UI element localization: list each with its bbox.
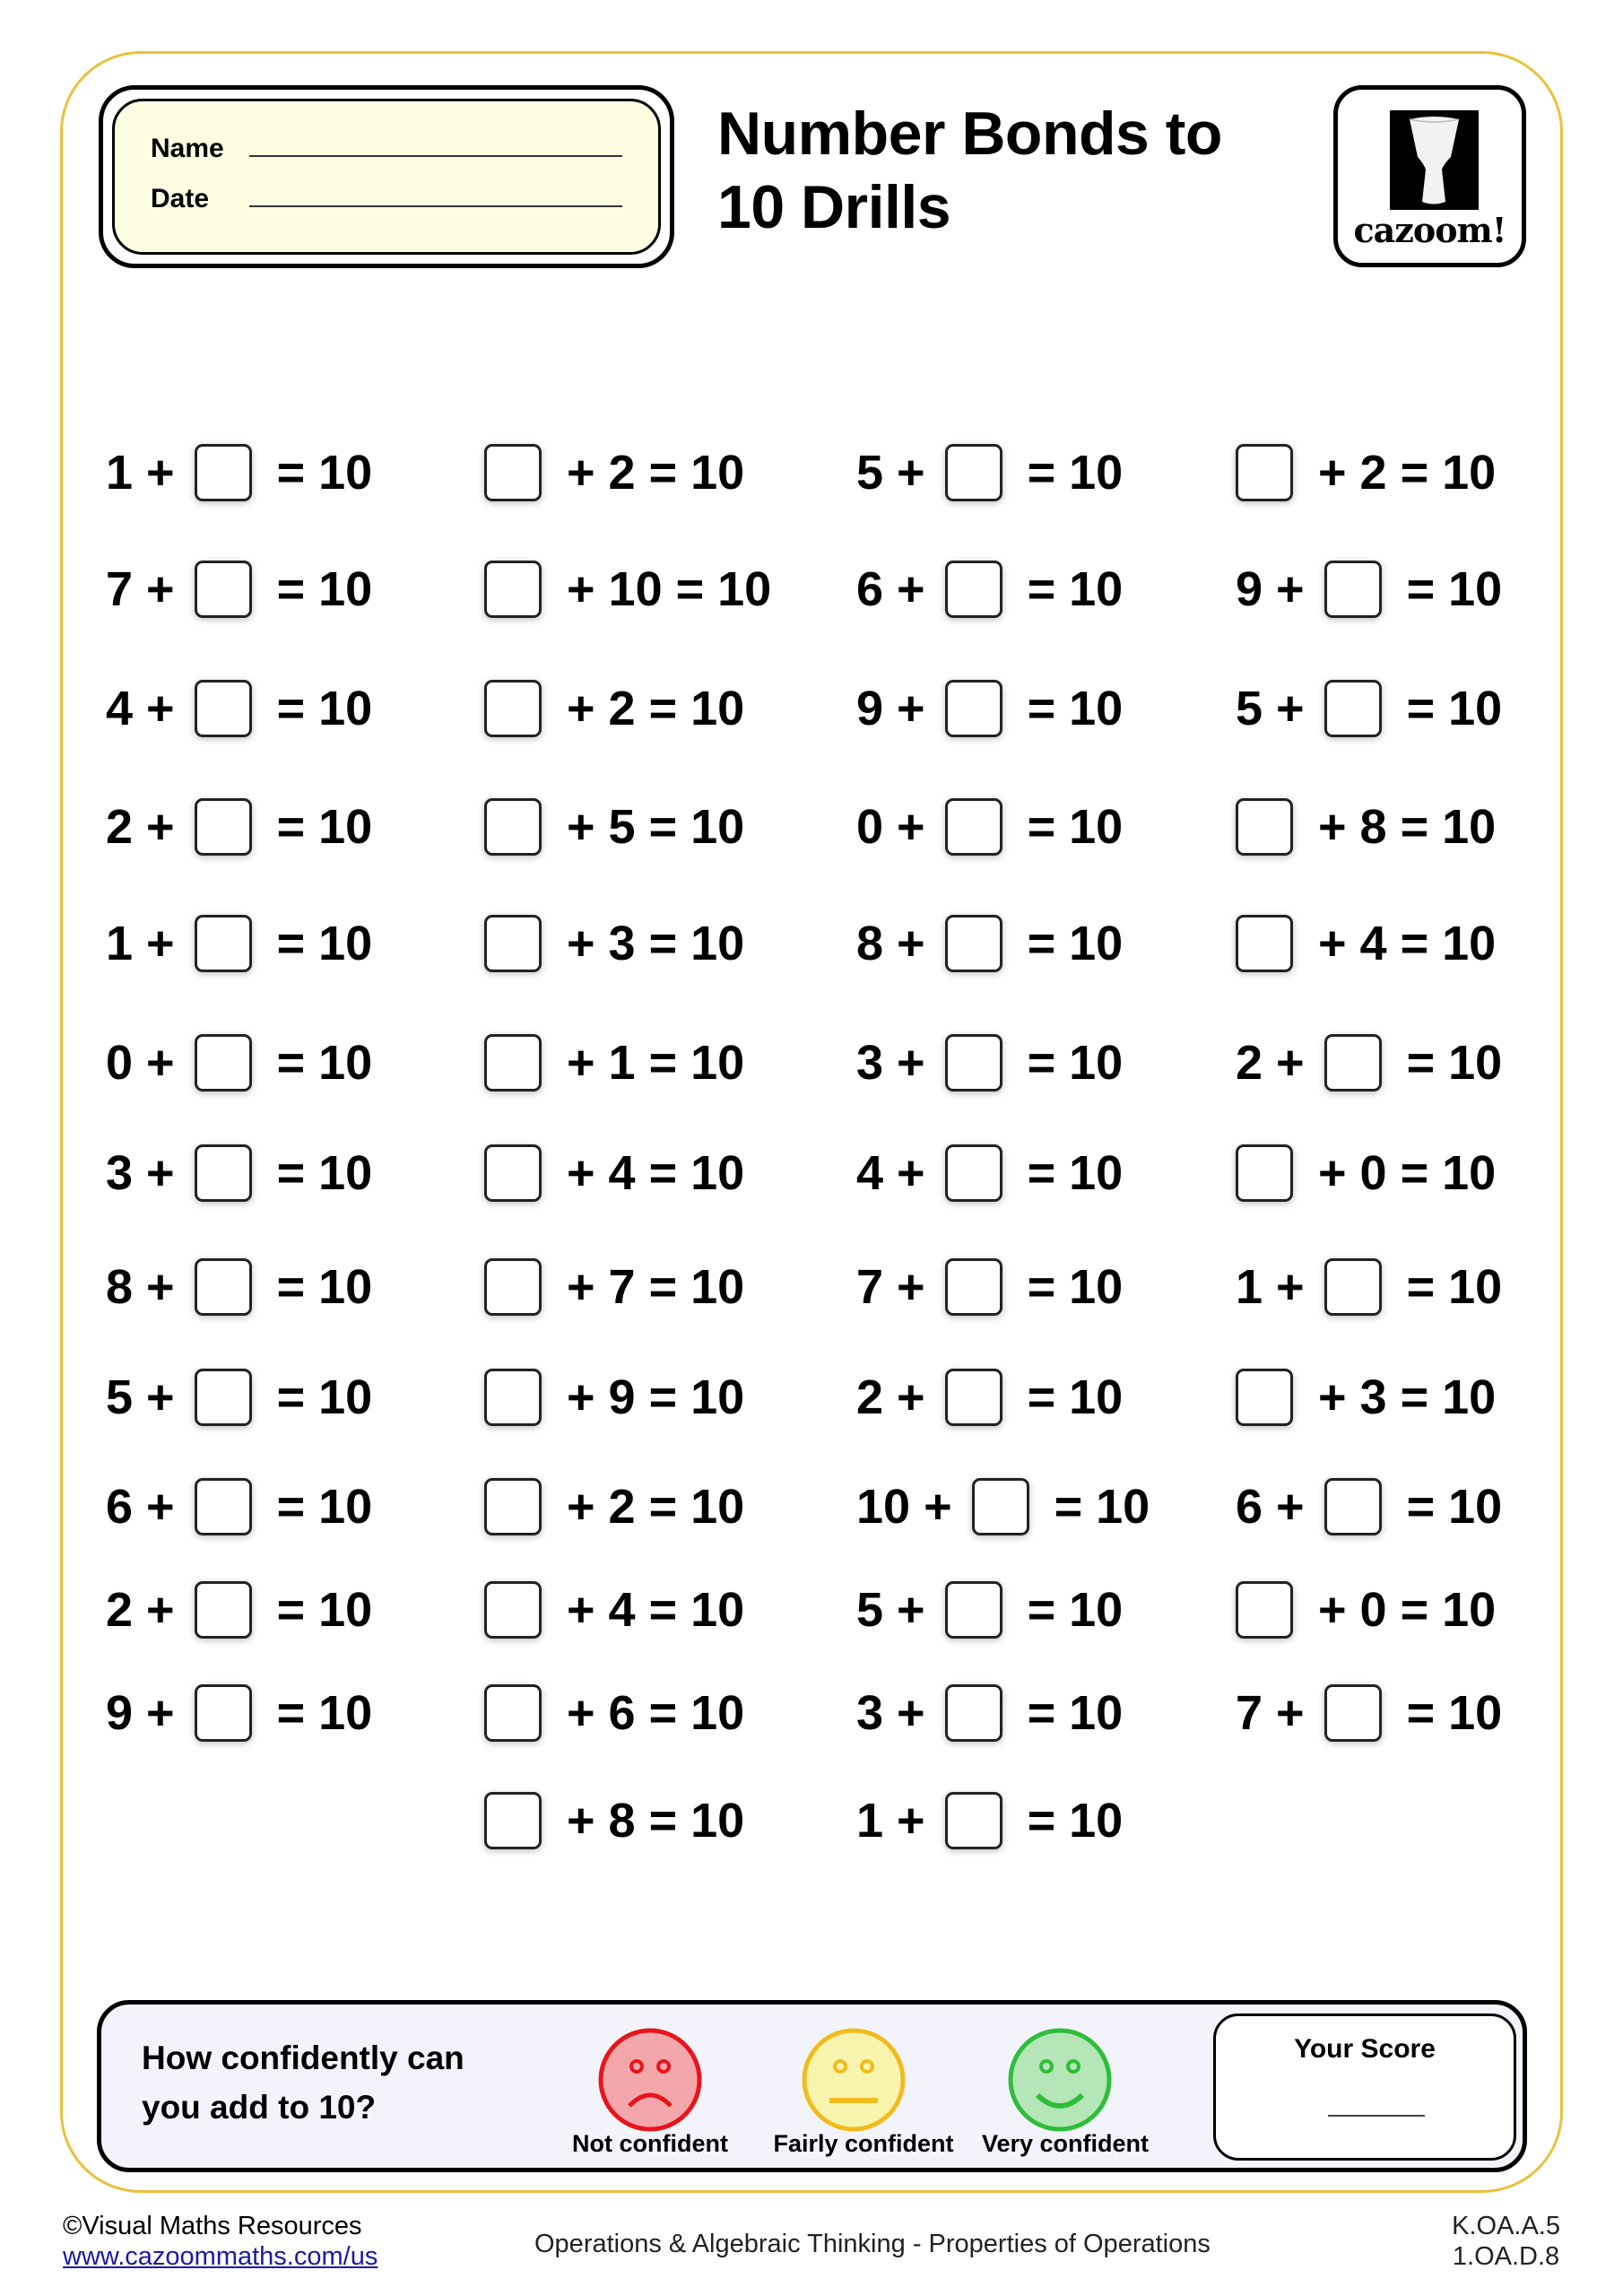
equation-result: + 8 = 10 [1318,800,1497,854]
equation-addend: 2 + [856,1370,925,1424]
answer-box[interactable] [484,680,542,737]
equation-addend: 1 + [106,917,175,970]
equation-row [484,558,771,621]
equation-row [106,796,372,858]
equation-row [484,1031,744,1094]
name-date-box [99,85,674,268]
equation-row [484,1366,744,1429]
equation-row [484,1789,744,1852]
very-confident-label: Very confident [981,2130,1150,2157]
answer-box[interactable] [484,561,542,618]
answer-box[interactable] [484,444,542,501]
answer-box[interactable] [945,1144,1002,1202]
name-label: Name [151,134,224,163]
equation-row [1236,1366,1496,1429]
equation-result: = 10 [1027,1686,1124,1740]
equation-addend: 5 + [856,1583,925,1637]
equation-result: = 10 [276,1036,373,1090]
equation-addend: 1 + [856,1794,925,1848]
equation-result: = 10 [1406,562,1503,616]
sad-face-icon[interactable] [597,2027,703,2133]
happy-face-icon[interactable] [1007,2027,1113,2133]
name-date-box-inner [112,99,661,255]
equation-row [484,677,744,740]
equation-result: + 2 = 10 [567,682,745,735]
equation-row [106,558,372,621]
equation-row [1236,1578,1496,1641]
answer-box[interactable] [1236,915,1293,972]
fairly-confident-label: Fairly confident [773,2130,954,2157]
answer-box[interactable] [1324,1478,1382,1535]
equation-row [856,1366,1123,1429]
answer-box[interactable] [945,1792,1002,1849]
equation-row [106,1031,372,1094]
page-title [717,97,1222,244]
equation-result: = 10 [276,1583,373,1637]
equation-result: = 10 [276,446,373,500]
equation-addend: 6 + [106,1480,175,1534]
answer-box[interactable] [945,1684,1002,1742]
equation-result: = 10 [1027,446,1124,500]
equation-row [1236,1031,1502,1094]
equation-addend: 9 + [856,682,925,735]
equation-row [106,1578,372,1641]
equation-result: + 6 = 10 [567,1686,745,1740]
equation-row [106,1682,372,1744]
equation-row [856,1256,1123,1318]
equation-addend: 1 + [106,446,175,500]
equation-row [484,1578,744,1641]
equation-row [484,1475,744,1538]
equation-result: + 8 = 10 [567,1794,745,1848]
answer-box[interactable] [945,1581,1002,1639]
equation-result: = 10 [1027,562,1124,616]
equation-row [856,1682,1123,1744]
standard-2: 1.OA.D.8 [1452,2242,1560,2271]
equation-result: + 5 = 10 [567,800,745,854]
answer-box[interactable] [945,561,1002,618]
answer-box[interactable] [945,1369,1002,1426]
equation-result: + 10 = 10 [567,562,772,616]
equation-result: + 4 = 10 [567,1146,745,1200]
equation-row [1236,558,1502,621]
equation-addend: 5 + [106,1370,175,1424]
logo-text: cazoom! [1353,210,1506,250]
answer-box[interactable] [945,915,1002,972]
answer-box[interactable] [195,444,252,501]
equation-addend: 0 + [856,800,925,854]
answer-box[interactable] [945,680,1002,737]
equation-result: = 10 [276,1146,373,1200]
equation-addend: 2 + [106,800,175,854]
equation-row [856,1031,1123,1094]
answer-box[interactable] [484,1581,542,1639]
neutral-face-icon[interactable] [801,2027,907,2133]
equation-result: + 9 = 10 [567,1370,745,1424]
equation-result: + 1 = 10 [567,1036,745,1090]
standards-block [1452,2211,1560,2272]
equation-addend: 2 + [1236,1036,1305,1090]
answer-box[interactable] [195,1581,252,1639]
equation-row [106,1256,372,1318]
answer-box[interactable] [484,1258,542,1316]
name-field-row [151,128,622,164]
equation-addend: 0 + [106,1036,175,1090]
website-link[interactable]: www.cazoommaths.com/us [63,2242,378,2271]
equation-row [856,1142,1123,1205]
equation-row [1236,912,1496,975]
answer-box[interactable] [484,1478,542,1535]
equation-addend: 7 + [856,1260,925,1314]
page-frame [60,51,1563,2193]
equation-result: = 10 [1027,1370,1124,1424]
answer-box[interactable] [484,798,542,856]
equation-row [106,441,372,504]
answer-box[interactable] [195,1478,252,1535]
equation-result: + 3 = 10 [567,917,745,970]
question-line-2: you add to 10? [142,2089,377,2126]
equation-row [106,912,372,975]
equation-addend: 5 + [856,446,925,500]
equation-addend: 4 + [856,1146,925,1200]
equation-addend: 5 + [1236,682,1305,735]
equation-row [856,796,1123,858]
topic-text: Operations & Algebraic Thinking - Properties of Operations [534,2230,1211,2258]
answer-box[interactable] [195,561,252,618]
title-line-2: 10 Drills [717,173,951,241]
equation-row [1236,441,1496,504]
equation-row [484,441,744,504]
equation-addend: 3 + [856,1686,925,1740]
equation-result: = 10 [276,800,373,854]
equation-row [106,1142,372,1205]
equation-row [1236,1256,1502,1318]
answer-box[interactable] [972,1478,1029,1535]
cazoom-logo [1333,85,1526,267]
answer-box[interactable] [484,1034,542,1091]
equation-row [856,1789,1123,1852]
confidence-question [142,2033,464,2132]
equation-result: = 10 [276,1480,373,1534]
score-title: Your Score [1294,2034,1436,2064]
standard-1: K.OA.A.5 [1452,2212,1560,2240]
equation-row [484,796,744,858]
equation-addend: 9 + [1236,562,1305,616]
answer-box[interactable] [1236,1369,1293,1426]
score-box [1213,2013,1516,2161]
answer-box[interactable] [945,798,1002,856]
equation-result: = 10 [1027,917,1124,970]
equation-row [856,1475,1150,1538]
equation-row [1236,1682,1502,1744]
equation-row [484,1682,744,1744]
equation-result: + 2 = 10 [567,446,745,500]
date-field-row [151,178,622,214]
score-field[interactable] [1328,2115,1425,2117]
equation-result: = 10 [1027,682,1124,735]
equation-result: = 10 [276,917,373,970]
equation-row [484,1256,744,1318]
equation-result: = 10 [276,682,373,735]
equation-result: = 10 [276,1686,373,1740]
equation-result: + 4 = 10 [1318,917,1497,970]
equation-row [106,1475,372,1538]
equation-addend: 4 + [106,682,175,735]
answer-box[interactable] [195,1034,252,1091]
answer-box[interactable] [195,1258,252,1316]
answer-box[interactable] [484,1144,542,1202]
equation-row [1236,796,1496,858]
equation-result: + 2 = 10 [1318,446,1497,500]
equation-addend: 3 + [106,1146,175,1200]
equation-result: = 10 [1406,1036,1503,1090]
answer-box[interactable] [1324,1684,1382,1742]
answer-box[interactable] [1236,1581,1293,1639]
equation-row [484,912,744,975]
equation-result: + 0 = 10 [1318,1146,1497,1200]
equation-row [106,677,372,740]
equation-result: = 10 [1027,1583,1124,1637]
answer-box[interactable] [195,1684,252,1742]
equation-addend: 9 + [106,1686,175,1740]
equation-addend: 1 + [1236,1260,1305,1314]
equation-addend: 7 + [1236,1686,1305,1740]
equation-result: + 2 = 10 [567,1480,745,1534]
answer-box[interactable] [1324,561,1382,618]
equation-row [106,1366,372,1429]
equation-row [856,677,1123,740]
title-line-1: Number Bonds to [717,100,1222,168]
equation-addend: 6 + [1236,1480,1305,1534]
answer-box[interactable] [195,1144,252,1202]
equation-row [856,558,1123,621]
answer-box[interactable] [195,680,252,737]
equation-result: = 10 [1027,1260,1124,1314]
equation-result: = 10 [276,1260,373,1314]
equation-row [1236,1475,1502,1538]
djembe-drum-icon [1390,110,1479,210]
answer-box[interactable] [945,444,1002,501]
answer-box[interactable] [1324,1258,1382,1316]
equation-result: + 4 = 10 [567,1583,745,1637]
answer-box[interactable] [1236,1144,1293,1202]
confidence-panel [97,2000,1527,2172]
equation-addend: 8 + [856,917,925,970]
equation-result: = 10 [1406,682,1503,735]
answer-box[interactable] [195,798,252,856]
date-label: Date [151,184,210,213]
equation-addend: 2 + [106,1583,175,1637]
equation-result: = 10 [1027,800,1124,854]
equation-row [856,912,1123,975]
equation-result: = 10 [1027,1146,1124,1200]
equation-addend: 7 + [106,562,175,616]
equation-result: = 10 [1027,1036,1124,1090]
answer-box[interactable] [484,1684,542,1742]
equation-result: = 10 [276,562,373,616]
footer-copyright-block [63,2211,378,2272]
equation-result: = 10 [1406,1686,1503,1740]
equation-result: + 7 = 10 [567,1260,745,1314]
answer-box[interactable] [945,1034,1002,1091]
answer-box[interactable] [195,915,252,972]
equation-result: = 10 [1054,1480,1150,1534]
equation-addend: 8 + [106,1260,175,1314]
answer-box[interactable] [1236,444,1293,501]
answer-box[interactable] [195,1369,252,1426]
equation-addend: 3 + [856,1036,925,1090]
answer-box[interactable] [1324,1034,1382,1091]
equation-row [484,1142,744,1205]
not-confident-label: Not confident [572,2130,728,2157]
question-line-1: How confidently can [142,2039,464,2076]
answer-box[interactable] [484,1792,542,1849]
equation-result: = 10 [1406,1260,1503,1314]
date-field[interactable] [249,205,622,207]
copyright-text: ©Visual Maths Resources [63,2212,362,2240]
equation-row [1236,1142,1496,1205]
equation-result: = 10 [1406,1480,1503,1534]
equation-addend: 10 + [856,1480,952,1534]
answer-box[interactable] [1324,680,1382,737]
answer-box[interactable] [484,915,542,972]
answer-box[interactable] [484,1369,542,1426]
equation-result: + 3 = 10 [1318,1370,1497,1424]
equation-row [1236,677,1502,740]
equation-result: + 0 = 10 [1318,1583,1497,1637]
answer-box[interactable] [1236,798,1293,856]
equation-row [856,1578,1123,1641]
equation-result: = 10 [1027,1794,1124,1848]
name-field[interactable] [249,155,622,157]
equation-row [856,441,1123,504]
equation-addend: 6 + [856,562,925,616]
answer-box[interactable] [945,1258,1002,1316]
equation-result: = 10 [276,1370,373,1424]
